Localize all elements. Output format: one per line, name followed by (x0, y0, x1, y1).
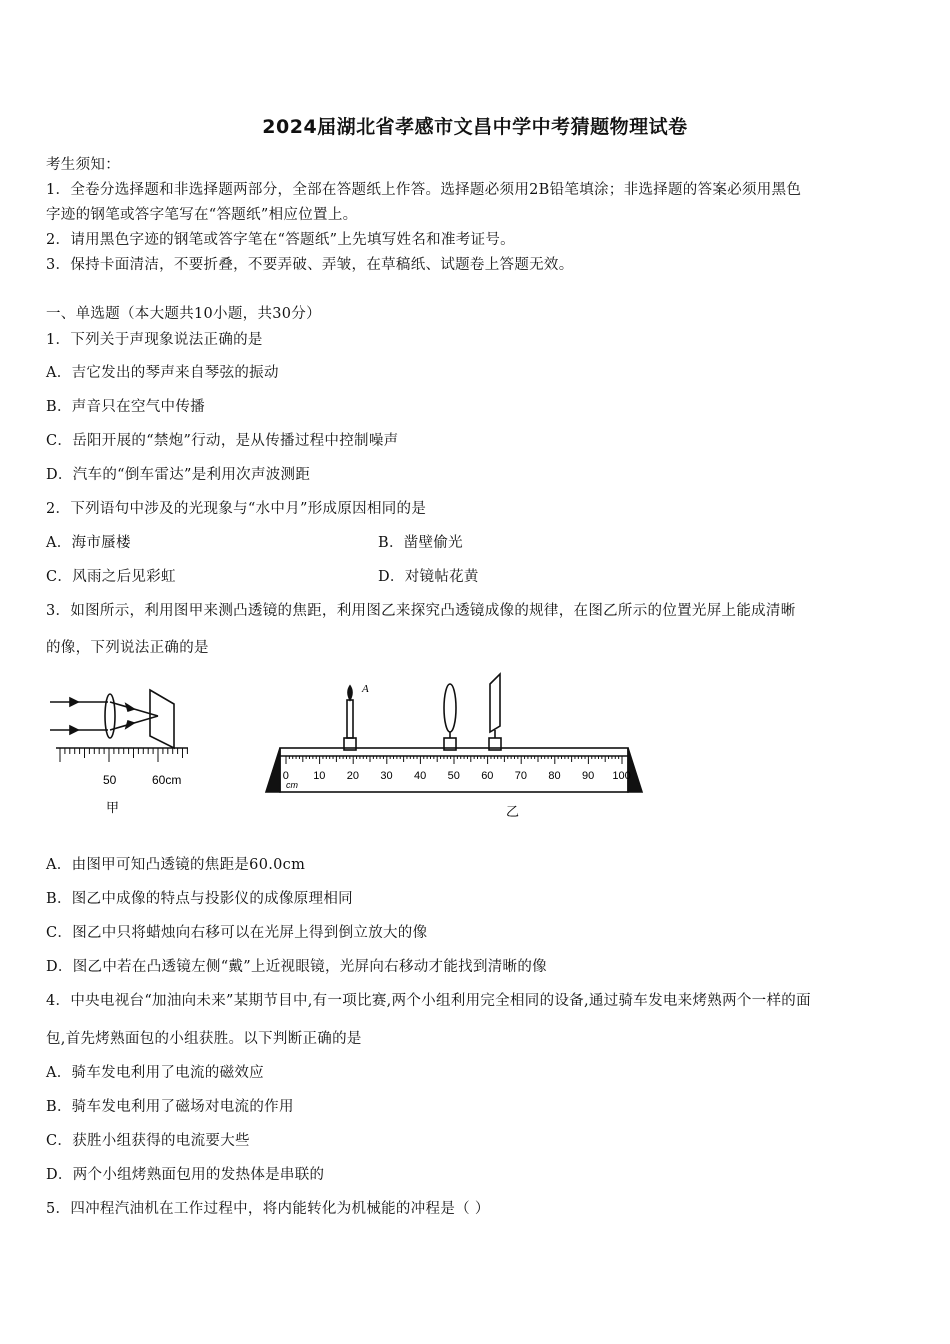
option-d: D．汽车的“倒车雷达”是利用次声波测距 (46, 467, 311, 483)
bench-tick-label: 10 (313, 770, 326, 782)
lens (444, 684, 456, 732)
candle (347, 700, 353, 738)
bench-tick-label: 60 (481, 770, 494, 782)
figure-yi (256, 672, 651, 822)
bench-stand-left (266, 748, 280, 792)
lens (105, 694, 115, 738)
bench-tick-label: 80 (548, 770, 561, 782)
candle-flame (348, 686, 352, 700)
bench-tick-label: 90 (582, 770, 595, 782)
figure-jia (48, 680, 198, 820)
question-stem-cont: 包,首先烤熟面包的小组获胜。以下判断正确的是 (46, 1031, 362, 1047)
option-a: A．海市蜃楼 (46, 535, 131, 551)
bench-tick-label: 0 (282, 770, 289, 782)
question-stem-cont: 的像，下列说法正确的是 (46, 640, 209, 656)
unit-label: cm (286, 780, 298, 790)
option-b: B．骑车发电利用了磁场对电流的作用 (46, 1099, 294, 1115)
notice-item: 字迹的钢笔或答字笔写在“答题纸”相应位置上。 (46, 207, 358, 223)
section-heading: 一、单选题（本大题共10小题，共30分） (46, 306, 321, 322)
tick-label: 50 (103, 773, 117, 787)
option-c: C．获胜小组获得的电流要大些 (46, 1133, 250, 1149)
option-a: A．骑车发电利用了电流的磁效应 (46, 1065, 264, 1081)
option-a: A．吉它发出的琴声来自琴弦的振动 (46, 365, 279, 381)
bench-tick-label: 50 (447, 770, 460, 782)
option-c: C．岳阳开展的“禁炮”行动，是从传播过程中控制噪声 (46, 433, 399, 449)
bench-tick-label: 30 (380, 770, 393, 782)
candle-label: A (362, 683, 369, 695)
question-stem: 2．下列语句中涉及的光现象与“水中月”形成原因相同的是 (46, 501, 427, 517)
question-stem: 5．四冲程汽油机在工作过程中，将内能转化为机械能的冲程是（ ） (46, 1201, 490, 1217)
option-d: D．对镜帖花黄 (378, 569, 479, 585)
option-b: B．声音只在空气中传播 (46, 399, 205, 415)
notice-heading: 考生须知： (46, 157, 120, 173)
question-stem: 1．下列关于声现象说法正确的是 (46, 332, 263, 348)
figure-caption: 甲 (106, 801, 120, 816)
option-c: C．风雨之后见彩虹 (46, 569, 176, 585)
question-stem: 3．如图所示，利用图甲来测凸透镜的焦距，利用图乙来探究凸透镜成像的规律，在图乙所示的位置光屏上能成清晰 (46, 603, 796, 619)
screen (490, 674, 500, 732)
option-c: C．图乙中只将蜡烛向右移可以在光屏上得到倒立放大的像 (46, 925, 428, 941)
option-d: D．图乙中若在凸透镜左侧“戴”上近视眼镜，光屏向右移动才能找到清晰的像 (46, 959, 547, 975)
page-title: 2024届湖北省孝感市文昌中学中考猜题物理试卷 (262, 116, 688, 138)
notice-item: 3．保持卡面清洁，不要折叠，不要弄破、弄皱，在草稿纸、试题卷上答题无效。 (46, 257, 574, 273)
screen (150, 690, 174, 748)
bench-tick-label: 100 (612, 770, 631, 782)
option-d: D．两个小组烤熟面包用的发热体是串联的 (46, 1167, 325, 1183)
notice-item: 2．请用黑色字迹的钢笔或答字笔在“答题纸”上先填写姓名和准考证号。 (46, 232, 515, 248)
bench-tick-label: 70 (514, 770, 528, 782)
bench-tick-label: 20 (346, 770, 360, 782)
option-b: B．图乙中成像的特点与投影仪的成像原理相同 (46, 891, 353, 907)
question-stem: 4．中央电视台“加油向未来”某期节目中,有一项比赛,两个小组利用完全相同的设备,通过骑车发电来烤熟两个一样的面 (46, 993, 811, 1009)
option-b: B．凿壁偷光 (378, 535, 463, 551)
tick-label: 60cm (152, 773, 182, 787)
option-a: A．由图甲可知凸透镜的焦距是60.0cm (46, 857, 306, 873)
notice-item: 1．全卷分选择题和非选择题两部分，全部在答题纸上作答。选择题必须用2B铅笔填涂；非选择题的答案必须用黑色 (46, 182, 802, 198)
figure-caption: 乙 (506, 805, 520, 820)
bench-tick-label: 40 (414, 770, 427, 782)
